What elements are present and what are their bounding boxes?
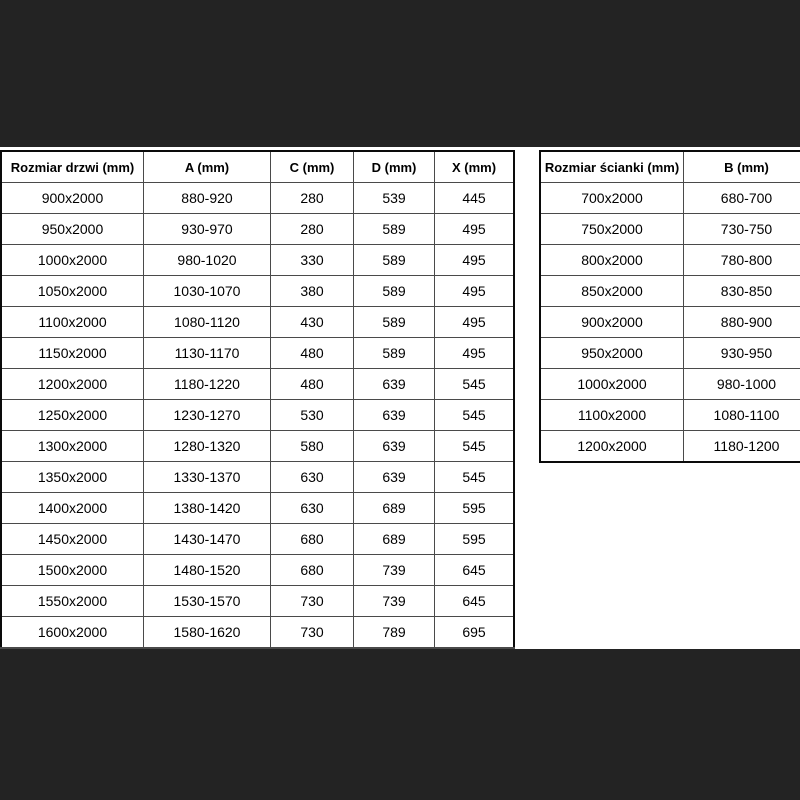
table-cell: 589: [354, 245, 435, 276]
header-row: [540, 151, 800, 183]
table-cell: 800x2000: [540, 245, 684, 276]
table-row: [1, 183, 514, 214]
table-row: [1, 493, 514, 524]
door-size-table: [0, 150, 515, 649]
table-cell: 1200x2000: [540, 431, 684, 463]
table-cell: 480: [271, 338, 354, 369]
table-row: [1, 338, 514, 369]
table-cell: 1600x2000: [1, 617, 144, 649]
table-cell: 589: [354, 307, 435, 338]
table-cell: 1080-1120: [144, 307, 271, 338]
table-cell: 1400x2000: [1, 493, 144, 524]
table-cell: 900x2000: [1, 183, 144, 214]
table-cell: 1280-1320: [144, 431, 271, 462]
table-cell: 589: [354, 338, 435, 369]
table-cell: 1300x2000: [1, 431, 144, 462]
table-cell: 830-850: [684, 276, 800, 307]
table-cell: 680-700: [684, 183, 800, 214]
table-row: [1, 586, 514, 617]
table-cell: 495: [435, 307, 515, 338]
table-cell: 730: [271, 617, 354, 649]
table-cell: 930-950: [684, 338, 800, 369]
table-cell: 1100x2000: [540, 400, 684, 431]
table-row: [1, 431, 514, 462]
table-cell: 980-1020: [144, 245, 271, 276]
table-cell: 1250x2000: [1, 400, 144, 431]
table-cell: 545: [435, 462, 515, 493]
table-cell: 480: [271, 369, 354, 400]
column-header: Rozmiar ścianki (mm): [540, 151, 684, 183]
table-cell: 595: [435, 524, 515, 555]
column-header: Rozmiar drzwi (mm): [1, 151, 144, 183]
table-row: [540, 307, 800, 338]
table-cell: 1480-1520: [144, 555, 271, 586]
table-cell: 589: [354, 214, 435, 245]
table-cell: 280: [271, 214, 354, 245]
table-cell: 700x2000: [540, 183, 684, 214]
table-cell: 1180-1200: [684, 431, 800, 463]
table-cell: 530: [271, 400, 354, 431]
table-cell: 1550x2000: [1, 586, 144, 617]
table-cell: 495: [435, 338, 515, 369]
table-cell: 730-750: [684, 214, 800, 245]
table-cell: 780-800: [684, 245, 800, 276]
table-cell: 730: [271, 586, 354, 617]
table-cell: 280: [271, 183, 354, 214]
table-cell: 950x2000: [1, 214, 144, 245]
table-cell: 330: [271, 245, 354, 276]
table-cell: 545: [435, 369, 515, 400]
table-row: [540, 276, 800, 307]
table-row: [1, 245, 514, 276]
table-cell: 545: [435, 431, 515, 462]
table-row: [540, 400, 800, 431]
table-cell: 980-1000: [684, 369, 800, 400]
table-cell: 739: [354, 555, 435, 586]
table-cell: 589: [354, 276, 435, 307]
table-cell: 789: [354, 617, 435, 649]
table-cell: 495: [435, 214, 515, 245]
table-cell: 1330-1370: [144, 462, 271, 493]
table-cell: 1230-1270: [144, 400, 271, 431]
table-row: [1, 369, 514, 400]
table-cell: 900x2000: [540, 307, 684, 338]
table-cell: 880-920: [144, 183, 271, 214]
table-cell: 930-970: [144, 214, 271, 245]
column-header: D (mm): [354, 151, 435, 183]
table-row: [1, 400, 514, 431]
table-row: [540, 369, 800, 400]
header-row: [1, 151, 514, 183]
table-cell: 850x2000: [540, 276, 684, 307]
table-cell: 1350x2000: [1, 462, 144, 493]
table-row: [1, 617, 514, 649]
table-cell: 695: [435, 617, 515, 649]
table-cell: 430: [271, 307, 354, 338]
table-row: [540, 431, 800, 463]
table-cell: 630: [271, 493, 354, 524]
table-cell: 1380-1420: [144, 493, 271, 524]
table-cell: 739: [354, 586, 435, 617]
table-cell: 639: [354, 400, 435, 431]
table-row: [1, 276, 514, 307]
column-header: A (mm): [144, 151, 271, 183]
table-cell: 750x2000: [540, 214, 684, 245]
table-cell: 689: [354, 524, 435, 555]
table-cell: 1150x2000: [1, 338, 144, 369]
table-cell: 1080-1100: [684, 400, 800, 431]
table-row: [1, 462, 514, 493]
table-cell: 1450x2000: [1, 524, 144, 555]
table-row: [540, 183, 800, 214]
table-cell: 689: [354, 493, 435, 524]
table-cell: 950x2000: [540, 338, 684, 369]
table-cell: 1130-1170: [144, 338, 271, 369]
table-cell: 1430-1470: [144, 524, 271, 555]
table-cell: 645: [435, 555, 515, 586]
table-row: [1, 524, 514, 555]
table-cell: 1500x2000: [1, 555, 144, 586]
table-cell: 1050x2000: [1, 276, 144, 307]
table-cell: 595: [435, 493, 515, 524]
wall-size-table: [539, 150, 800, 463]
table-row: [540, 214, 800, 245]
table-cell: 1200x2000: [1, 369, 144, 400]
table-cell: 1000x2000: [540, 369, 684, 400]
table-cell: 1030-1070: [144, 276, 271, 307]
table-row: [1, 214, 514, 245]
table-cell: 639: [354, 462, 435, 493]
table-cell: 495: [435, 276, 515, 307]
table-cell: 645: [435, 586, 515, 617]
table-row: [1, 555, 514, 586]
table-row: [1, 307, 514, 338]
table-cell: 680: [271, 524, 354, 555]
table-cell: 380: [271, 276, 354, 307]
table-cell: 495: [435, 245, 515, 276]
table-cell: 630: [271, 462, 354, 493]
table-cell: 639: [354, 369, 435, 400]
table-cell: 445: [435, 183, 515, 214]
table-cell: 1580-1620: [144, 617, 271, 649]
table-cell: 1100x2000: [1, 307, 144, 338]
table-row: [540, 245, 800, 276]
table-cell: 545: [435, 400, 515, 431]
column-header: C (mm): [271, 151, 354, 183]
column-header: X (mm): [435, 151, 515, 183]
table-cell: 880-900: [684, 307, 800, 338]
table-cell: 580: [271, 431, 354, 462]
table-cell: 1530-1570: [144, 586, 271, 617]
table-cell: 680: [271, 555, 354, 586]
table-cell: 639: [354, 431, 435, 462]
column-header: B (mm): [684, 151, 800, 183]
table-row: [540, 338, 800, 369]
table-cell: 1000x2000: [1, 245, 144, 276]
table-cell: 539: [354, 183, 435, 214]
table-cell: 1180-1220: [144, 369, 271, 400]
